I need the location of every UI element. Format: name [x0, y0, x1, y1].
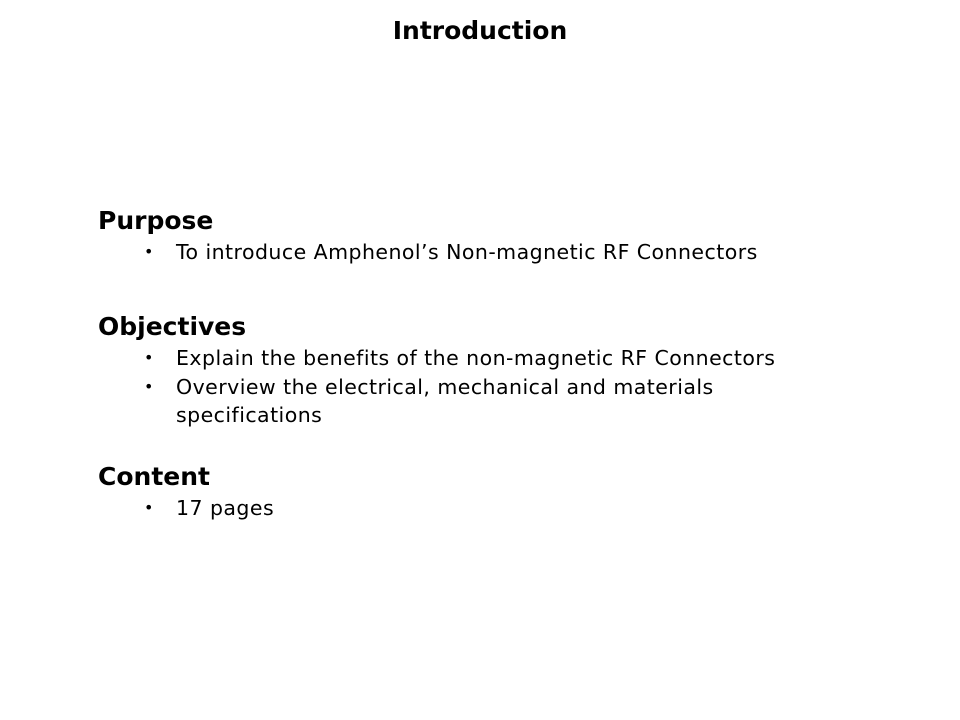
purpose-section	[98, 206, 898, 267]
purpose-bullet-list	[98, 238, 898, 267]
content-section	[98, 462, 898, 523]
list-item-text: Explain the benefits of the non-magnetic RF Connectors	[176, 346, 776, 370]
list-item-text: To introduce Amphenol’s Non-magnetic RF Connectors	[176, 240, 758, 264]
list-item-text: 17 pages	[176, 496, 275, 520]
list-item	[98, 238, 898, 267]
bullet-icon: •	[144, 498, 154, 517]
objectives-section	[98, 312, 898, 430]
list-item	[98, 373, 898, 430]
objectives-heading: Objectives	[98, 312, 247, 341]
bullet-icon: •	[144, 242, 154, 261]
content-bullet-list	[98, 494, 898, 523]
slide-title: Introduction	[392, 16, 568, 45]
list-item-text: Overview the electrical, mechanical and materials specifications	[176, 374, 714, 427]
purpose-heading: Purpose	[98, 206, 214, 235]
objectives-bullet-list	[98, 344, 898, 430]
content-heading: Content	[98, 462, 210, 491]
list-item	[98, 494, 898, 523]
bullet-icon: •	[144, 376, 154, 396]
bullet-icon: •	[144, 348, 154, 367]
list-item	[98, 344, 898, 373]
